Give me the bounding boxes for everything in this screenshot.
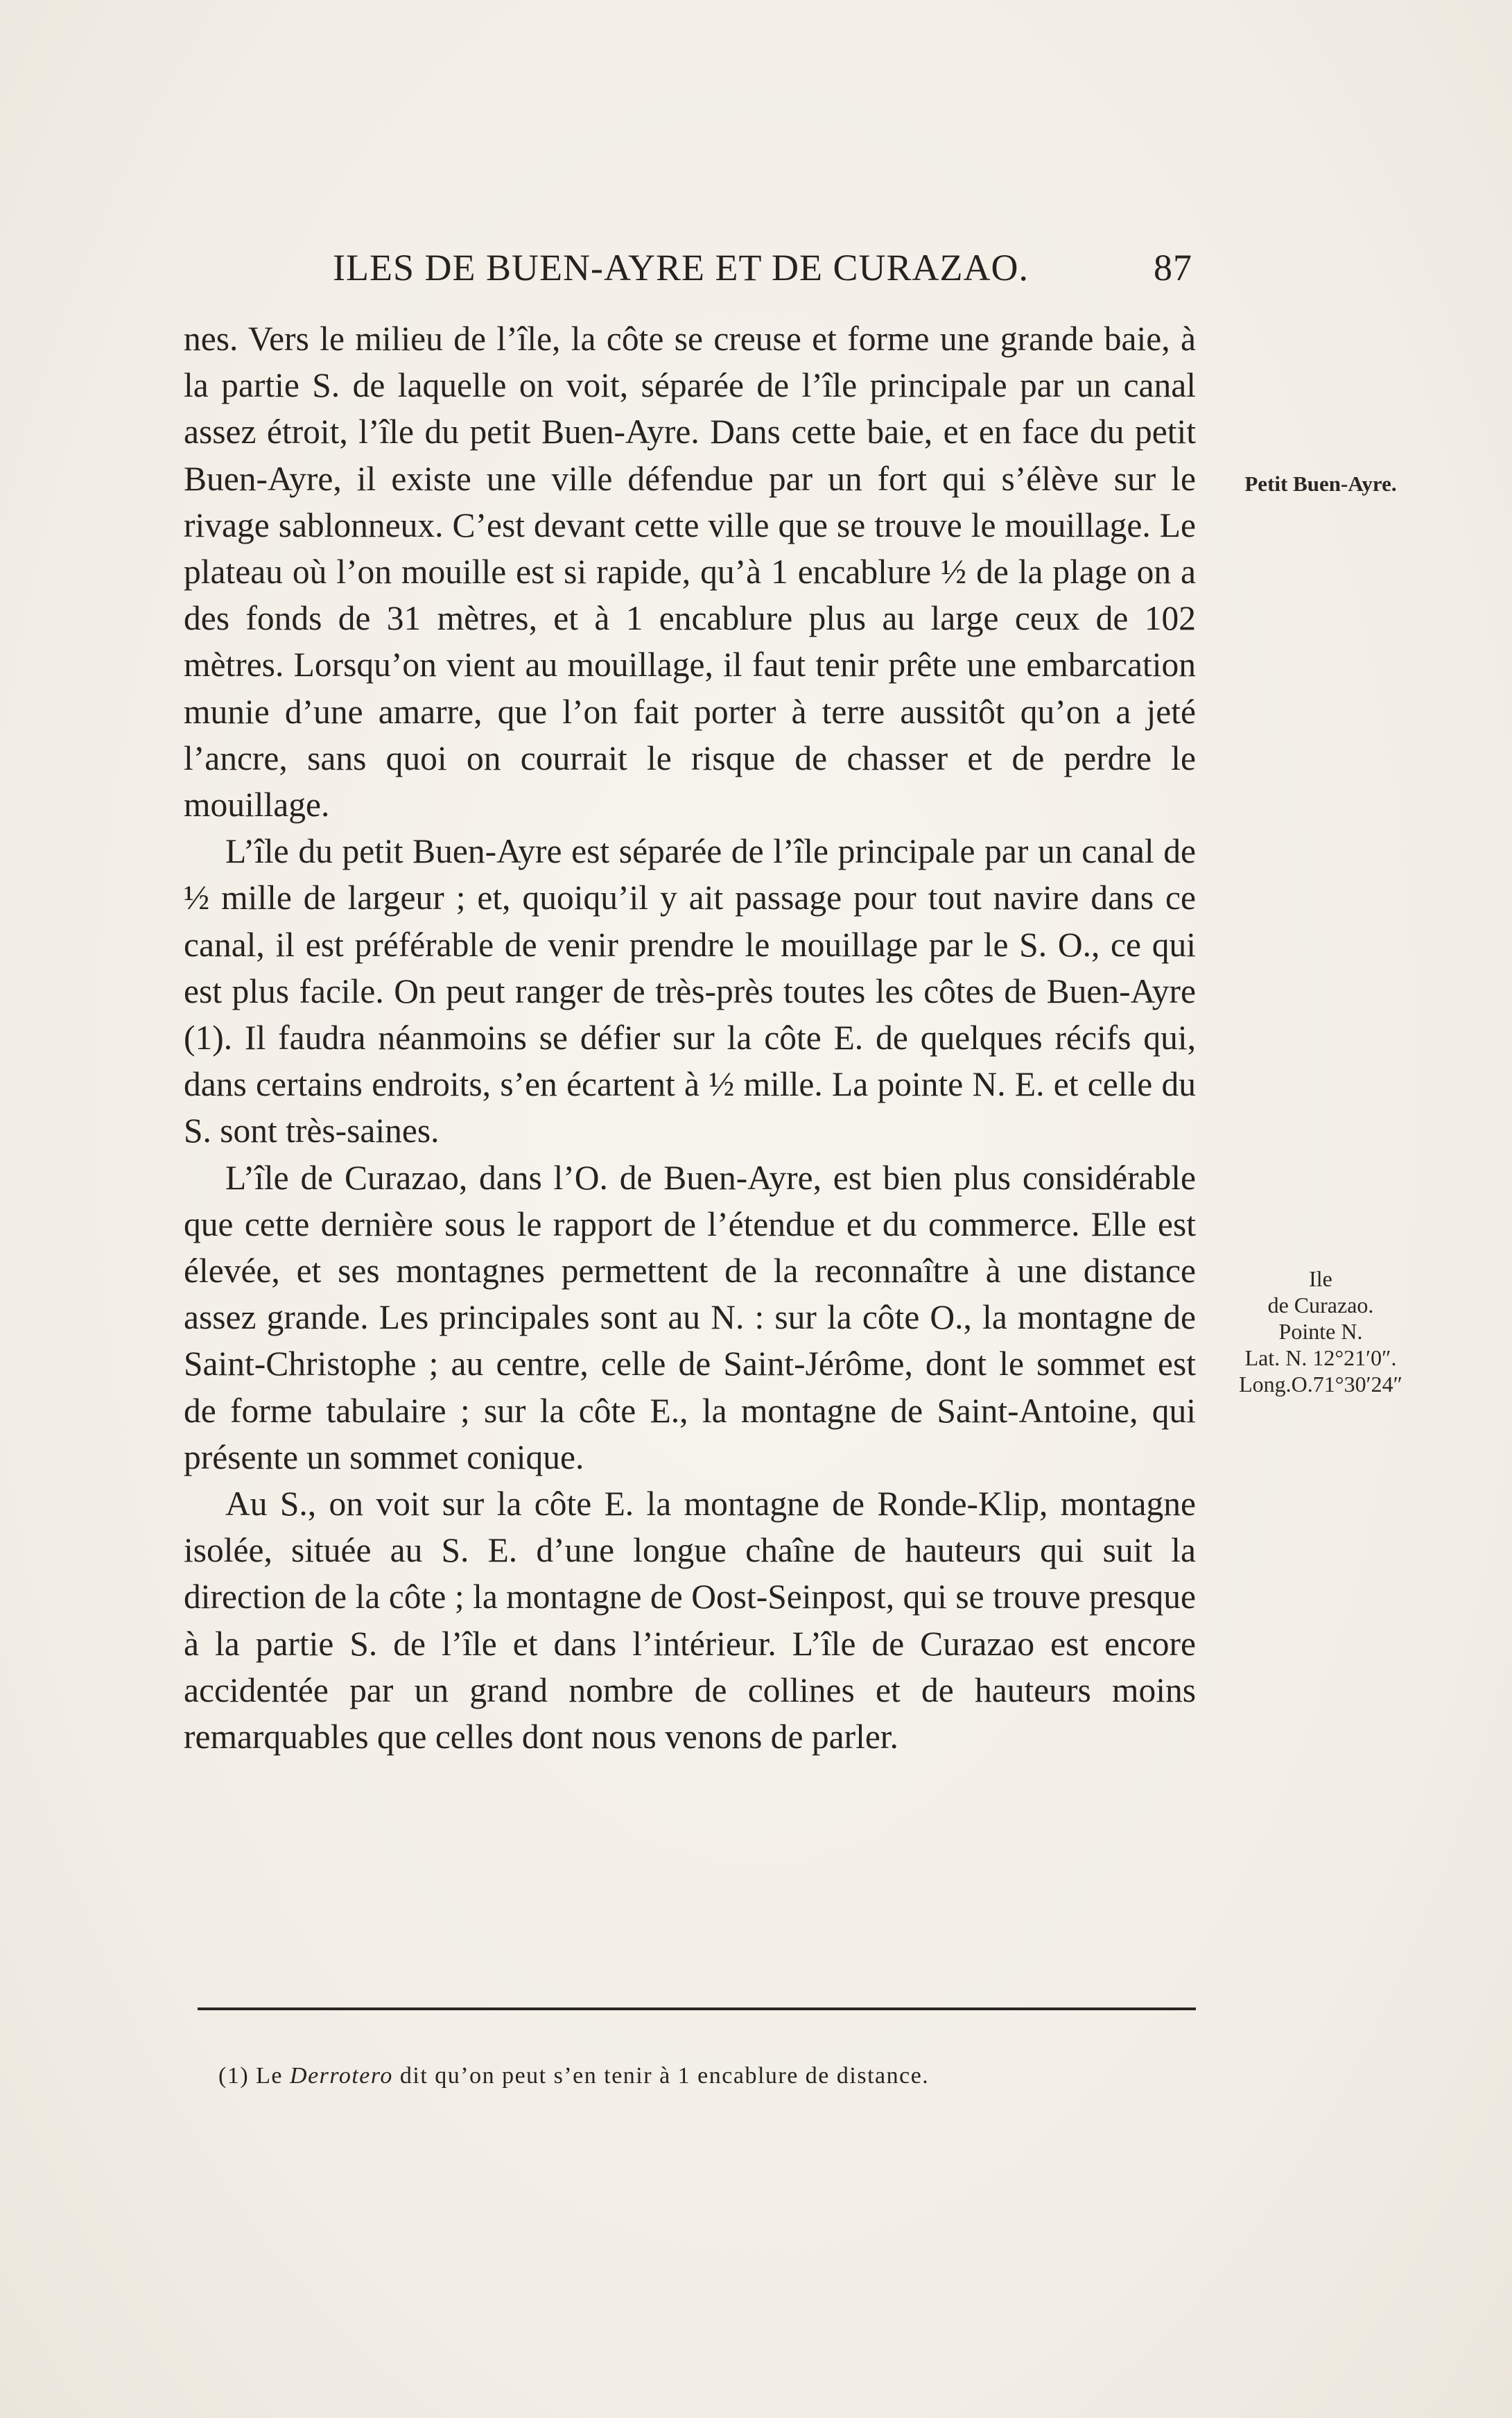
paragraph-curazao-south: Au S., on voit sur la côte E. la montagne de Ronde-Klip, montagne isolée, située au S. E. d’une longue chaîne de hauteurs qui suit la direction de la côte ; la montagne de Oost-Seinpost, qui se trouve presque à la partie S. de l’île et dans l’intérieur. L’île de Curazao est encore accidentée par un grand nombre de collines et de hauteurs moins remarquables que celles dont nous venons de parler. [184, 1485, 1196, 1756]
paragraph-buen-ayre-anchorage: nes. Vers le milieu de l’île, la côte se creuse et forme une grande baie, à la partie S. de laquelle on voit, séparée de l’île principale par un canal assez étroit, l’île du petit Buen-Ayre. Dans cette baie, et en face du petit Buen-Ayre, il existe une ville défendue par un fort qui s’élève sur le rivage sablonneux. C’est devant cette ville que se trouve le mouillage. Le plateau où l’on mouille est si rapide, qu’à 1 encablure ½ de la plage on a des fonds de 31 mètres, et à 1 encablure plus au large ceux de 102 mètres. Lorsqu’on vient au mouillage, il faut tenir prête une embarcation munie d’une amarre, que l’on fait porter à terre aussitôt qu’on a jeté l’ancre, sans quoi on courrait le risque de chasser et de perdre le mouillage. [184, 320, 1196, 824]
footnote [218, 2063, 1203, 2089]
footnote-text: dit qu’on peut s’en tenir à 1 encablure de distance. [399, 2063, 930, 2089]
footnote-emphasis: Derrotero [290, 2063, 393, 2089]
margin-note-line: Ile [1309, 1266, 1332, 1291]
header-title: ILES DE BUEN-AYRE ET DE CURAZAO. [333, 247, 1029, 288]
main-text [184, 316, 1196, 1760]
footnote-marker: (1) [218, 2063, 250, 2089]
margin-note-latitude: Lat. N. 12°21′0″. [1244, 1345, 1397, 1370]
page-number: 87 [1154, 247, 1192, 288]
margin-note-longitude: Long.O.71°30′24″ [1239, 1372, 1402, 1397]
footnote-rule [198, 2007, 1196, 2010]
footnote-prefix: Le [256, 2063, 284, 2089]
margin-note-curazao [1203, 1266, 1439, 1397]
margin-note-line: Pointe N. [1278, 1319, 1363, 1344]
running-header [326, 246, 1192, 295]
margin-note-petit-buen-ayre: Petit Buen-Ayre. [1244, 472, 1397, 496]
margin-note-line: de Curazao. [1267, 1293, 1374, 1318]
paragraph-curazao: L’île de Curazao, dans l’O. de Buen-Ayre, est bien plus considérable que cette dernière sous le rapport de l’étendue et du commerce. Elle est élevée, et ses montagnes permettent de la reconnaître à une distance assez grande. Les principales sont au N. : sur la côte O., la montagne de Saint-Christophe ; au centre, celle de Saint-Jérôme, dont le sommet est de forme tabulaire ; sur la côte E., la montagne de Saint-Antoine, qui présente un sommet conique. [184, 1158, 1196, 1476]
paragraph-petit-buen-ayre: L’île du petit Buen-Ayre est séparée de l’île principale par un canal de ½ mille de largeur ; et, quoiqu’il y ait passage pour tout navire dans ce canal, il est préférable de venir prendre le mouillage par le S. O., ce qui est plus facile. On peut ranger de très-près toutes les côtes de Buen-Ayre (1). Il faudra néanmoins se défier sur la côte E. de quelques récifs qui, dans certains endroits, s’en écartent à ½ mille. La pointe N. E. et celle du S. sont très-saines. [184, 832, 1196, 1150]
